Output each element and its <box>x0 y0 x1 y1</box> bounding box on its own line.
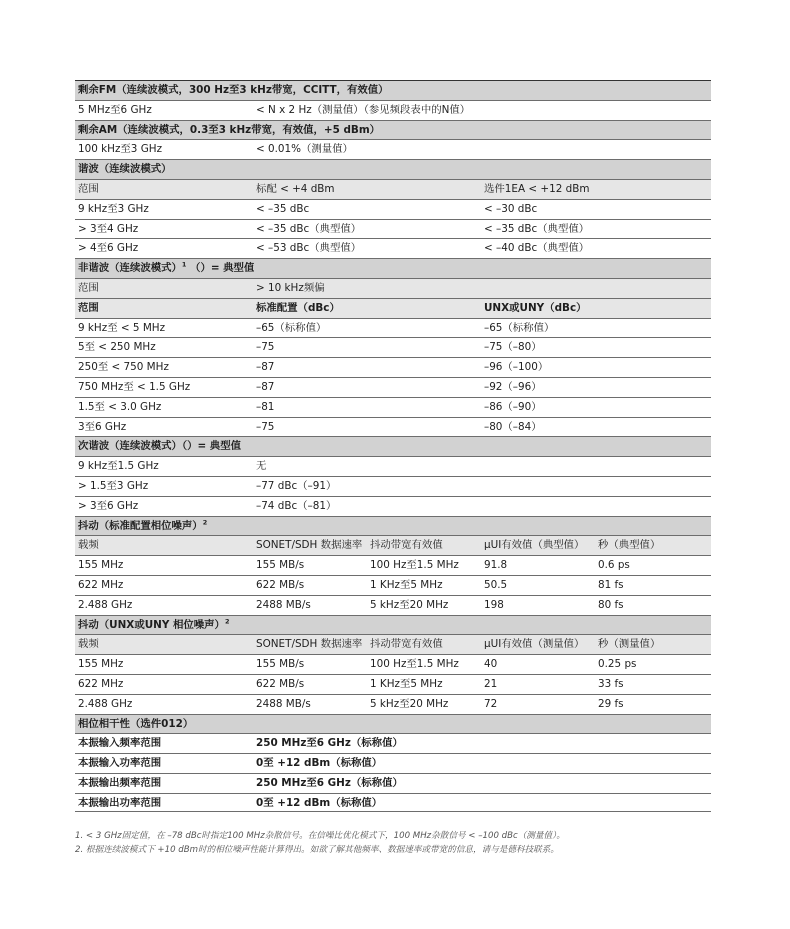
table-cell: 2488 MB/s <box>256 598 311 611</box>
section-header-row <box>75 516 711 536</box>
table-cell: –81 <box>256 400 275 413</box>
table-cell: 40 <box>484 658 498 671</box>
column-header-row <box>75 634 711 654</box>
table-cell: 0.25 ps <box>598 658 637 671</box>
table-cell: 21 <box>484 677 498 690</box>
section-header-row <box>75 80 711 100</box>
section-header-row <box>75 120 711 140</box>
table-cell: 1.5至 < 3.0 GHz <box>78 400 162 413</box>
table-row <box>75 219 711 239</box>
table-row <box>75 476 711 496</box>
table-row <box>75 595 711 615</box>
table-cell: 622 MHz <box>78 677 124 690</box>
footnote-ref: 2 <box>224 617 230 626</box>
table-cell: 622 MHz <box>78 578 124 591</box>
table-cell: –75（–80） <box>484 341 542 354</box>
table-cell: 9 kHz至 < 5 MHz <box>78 321 166 334</box>
column-header-row <box>75 535 711 555</box>
table-cell: 范围 <box>78 182 99 195</box>
table-cell: < –40 dBc（典型值） <box>484 242 590 255</box>
section-title: 抖动（标准配置相位噪声）$^2$ <box>78 518 208 532</box>
table-cell: 本振输入频率范围 <box>78 737 162 750</box>
table-cell: 2.488 GHz <box>78 697 133 710</box>
table-row <box>75 733 711 753</box>
table-cell: 72 <box>484 697 498 710</box>
footnote-2: 2. 根据连续波模式下 +10 dBm时的相位噪声性能计算得出。如欲了解其他频率、数据速率或带宽的信息，请与是德科技联系。 <box>75 844 559 855</box>
column-header-row <box>75 298 711 318</box>
table-row <box>75 793 711 813</box>
table-cell: 无 <box>256 460 267 473</box>
table-cell: 0.6 ps <box>598 559 630 572</box>
table-cell: 80 fs <box>598 598 624 611</box>
column-header-row <box>75 179 711 199</box>
table-cell: 250至 < 750 MHz <box>78 361 169 374</box>
table-cell: < –35 dBc <box>256 202 310 215</box>
column-header-row <box>75 278 711 298</box>
table-cell: 0至 +12 dBm（标称值） <box>256 757 383 770</box>
table-cell: < –35 dBc（典型值） <box>484 222 590 235</box>
table-cell: < –30 dBc <box>484 202 538 215</box>
table-cell: 秒（典型值） <box>598 539 661 552</box>
table-cell: 0至 +12 dBm（标称值） <box>256 796 383 809</box>
table-cell: –86（–90） <box>484 400 542 413</box>
footnotes <box>75 830 715 857</box>
table-cell: 5至 < 250 MHz <box>78 341 156 354</box>
table-cell: 50.5 <box>484 578 508 591</box>
table-cell: 5 kHz至20 MHz <box>370 697 449 710</box>
table-row <box>75 753 711 773</box>
table-cell: > 3至6 GHz <box>78 499 139 512</box>
table-row <box>75 318 711 338</box>
section-title: 抖动（UNX或UNY 相位噪声）$^2$ <box>78 617 230 631</box>
table-cell: 标配 < +4 dBm <box>256 182 335 195</box>
table-cell: 155 MHz <box>78 658 124 671</box>
table-cell: –87 <box>256 361 275 374</box>
table-cell: 91.8 <box>484 559 508 572</box>
table-cell: –65（标称值） <box>256 321 327 334</box>
table-cell: 9 kHz至1.5 GHz <box>78 460 159 473</box>
table-cell: < 0.01%（测量值） <box>256 143 353 156</box>
table-cell: 250 MHz至6 GHz（标称值） <box>256 776 403 789</box>
table-cell: 本振输入功率范围 <box>78 757 162 770</box>
table-cell: 100 Hz至1.5 MHz <box>370 658 459 671</box>
footnote-1: 1. < 3 GHz固定值，在 –78 dBc时指定100 MHz杂散信号。在信噪比优化模式下，100 MHz杂散信号 < –100 dBc（测量值）。 <box>75 831 565 841</box>
table-cell: > 1.5至3 GHz <box>78 479 149 492</box>
table-cell: –92（–96） <box>484 380 542 393</box>
table-cell: 155 MHz <box>78 559 124 572</box>
table-cell: 范围 <box>78 281 99 294</box>
table-cell: 750 MHz至 < 1.5 GHz <box>78 380 191 393</box>
section-header-row <box>75 436 711 456</box>
table-row <box>75 357 711 377</box>
table-cell: 载频 <box>78 638 99 651</box>
table-cell: 198 <box>484 598 504 611</box>
table-cell: 选件1EA < +12 dBm <box>484 182 590 195</box>
table-cell: µUI有效值（典型值） <box>484 539 585 552</box>
table-cell: –74 dBc（–81） <box>256 499 337 512</box>
table-cell: 29 fs <box>598 697 624 710</box>
table-row <box>75 417 711 437</box>
table-cell: µUI有效值（测量值） <box>484 638 585 651</box>
section-title: 次谐波（连续波模式）（）= 典型值 <box>78 440 241 453</box>
table-cell: 100 Hz至1.5 MHz <box>370 559 459 572</box>
table-cell: 622 MB/s <box>256 578 305 591</box>
table-cell: 1 KHz至5 MHz <box>370 578 443 591</box>
table-cell: > 3至4 GHz <box>78 222 139 235</box>
section-title: 非谐波（连续波模式）$^1$ （）= 典型值 <box>78 260 255 275</box>
table-cell: –77 dBc（–91） <box>256 479 337 492</box>
table-cell: SONET/SDH 数据速率 <box>256 539 363 552</box>
specification-table <box>75 80 711 812</box>
table-row <box>75 496 711 516</box>
section-title: 剩余AM（连续波模式，0.3至3 kHz带宽，有效值，+5 dBm） <box>78 123 381 136</box>
table-cell: 155 MB/s <box>256 559 305 572</box>
table-cell: 100 kHz至3 GHz <box>78 143 163 156</box>
table-cell: 本振输出频率范围 <box>78 776 162 789</box>
table-row <box>75 555 711 575</box>
table-cell: –80（–84） <box>484 420 542 433</box>
table-row <box>75 337 711 357</box>
table-cell: –87 <box>256 380 275 393</box>
table-row <box>75 456 711 476</box>
table-cell: 155 MB/s <box>256 658 305 671</box>
table-cell: < N x 2 Hz（测量值）（参见频段表中的N值） <box>256 103 471 116</box>
table-row <box>75 773 711 793</box>
table-cell: 1 KHz至5 MHz <box>370 677 443 690</box>
section-title: 谐波（连续波模式） <box>78 163 172 176</box>
section-title: 剩余FM（连续波模式，300 Hz至3 kHz带宽，CCITT，有效值） <box>78 84 389 96</box>
table-cell: 标准配置（dBc） <box>256 301 340 314</box>
table-cell: 秒（测量值） <box>598 638 661 651</box>
table-cell: 33 fs <box>598 677 624 690</box>
section-header-row <box>75 615 711 635</box>
table-cell: SONET/SDH 数据速率 <box>256 638 363 651</box>
table-row <box>75 674 711 694</box>
table-cell: –75 <box>256 341 275 354</box>
table-cell: 9 kHz至3 GHz <box>78 202 149 215</box>
table-row <box>75 199 711 219</box>
table-cell: 81 fs <box>598 578 624 591</box>
table-cell: > 10 kHz频偏 <box>256 281 325 294</box>
table-cell: UNX或UNY（dBc） <box>484 301 587 314</box>
table-cell: 抖动带宽有效值 <box>370 539 443 552</box>
table-cell: –96（–100） <box>484 361 549 374</box>
table-row <box>75 139 711 159</box>
table-row <box>75 654 711 674</box>
table-cell: 2488 MB/s <box>256 697 311 710</box>
table-cell: 5 kHz至20 MHz <box>370 598 449 611</box>
table-row <box>75 100 711 120</box>
table-cell: < –53 dBc（典型值） <box>256 242 362 255</box>
table-cell: > 4至6 GHz <box>78 242 139 255</box>
footnote-ref: 1 <box>181 260 187 269</box>
table-cell: 5 MHz至6 GHz <box>78 103 152 116</box>
table-row <box>75 575 711 595</box>
section-title: 相位相干性（选件012） <box>78 717 194 730</box>
section-header-row <box>75 714 711 734</box>
table-cell: 622 MB/s <box>256 677 305 690</box>
table-row <box>75 397 711 417</box>
section-header-row <box>75 258 711 278</box>
table-cell: –75 <box>256 420 275 433</box>
table-cell: 载频 <box>78 539 99 552</box>
table-cell: –65（标称值） <box>484 321 555 334</box>
table-cell: 3至6 GHz <box>78 420 127 433</box>
footnote-ref: 2 <box>202 518 208 527</box>
table-row <box>75 238 711 258</box>
section-header-row <box>75 159 711 179</box>
table-cell: 250 MHz至6 GHz（标称值） <box>256 737 403 750</box>
table-cell: < –35 dBc（典型值） <box>256 222 362 235</box>
table-cell: 本振输出功率范围 <box>78 796 162 809</box>
table-row <box>75 694 711 714</box>
table-row <box>75 377 711 397</box>
table-cell: 抖动带宽有效值 <box>370 638 443 651</box>
table-cell: 2.488 GHz <box>78 598 133 611</box>
table-cell: 范围 <box>78 301 99 314</box>
